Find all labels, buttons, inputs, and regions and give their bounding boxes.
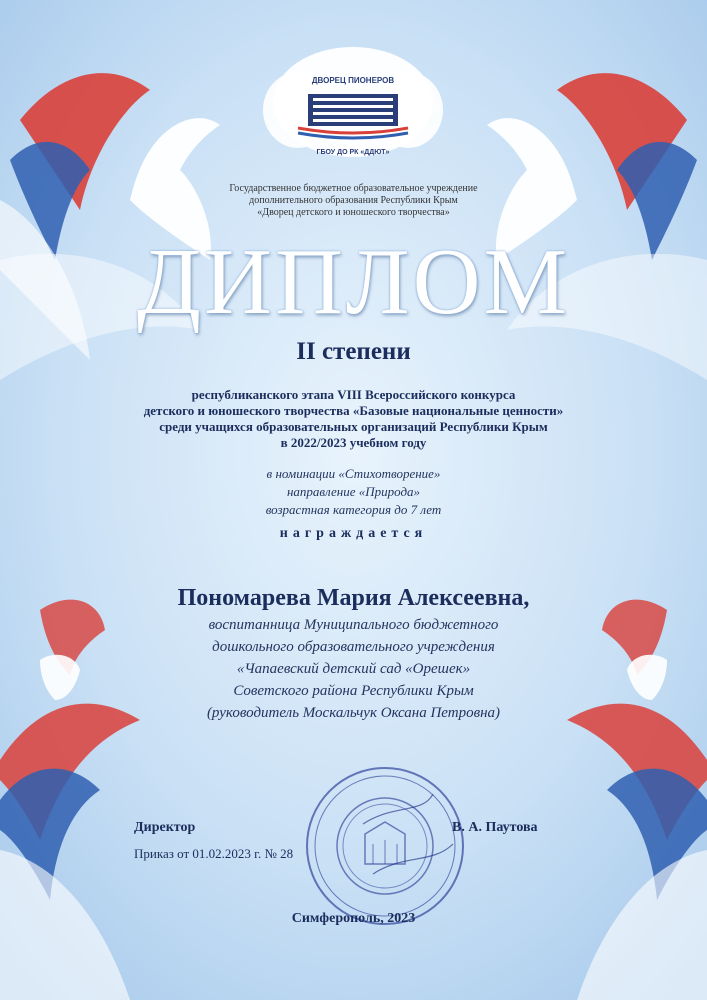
recipient-info-line: Советского района Республики Крым bbox=[233, 683, 474, 699]
contest-line: детского и юношеского творчества «Базовые национальные ценности» bbox=[143, 403, 564, 418]
recipient-info-line: «Чапаевский детский сад «Орешек» bbox=[236, 661, 471, 677]
director-position: Директор bbox=[134, 820, 196, 835]
contest-line: среди учащихся образовательных организаций Республики Крым bbox=[159, 419, 548, 434]
diploma-title: ДИПЛОМ bbox=[136, 230, 571, 334]
contest-description bbox=[0, 387, 707, 451]
city-year: Симферополь, 2023 bbox=[291, 911, 416, 926]
organization-name bbox=[0, 183, 707, 219]
diploma-degree: II степени bbox=[296, 338, 411, 365]
contest-line: республиканского этапа VIII Всероссийского конкурса bbox=[191, 387, 516, 402]
nomination-block bbox=[0, 465, 707, 519]
awarded-label: награждается bbox=[279, 526, 428, 541]
nomination-line: в номинации «Стихотворение» bbox=[266, 466, 441, 481]
recipient-info-line: воспитанница Муниципального бюджетного bbox=[208, 617, 499, 633]
organization-line: Государственное бюджетное образовательное учреждение bbox=[229, 183, 478, 194]
recipient-info-line: (руководитель Москальчук Оксана Петровна) bbox=[206, 705, 501, 721]
official-seal-icon bbox=[303, 764, 467, 928]
recipient-info bbox=[0, 614, 707, 724]
contest-line: в 2022/2023 учебном году bbox=[280, 435, 427, 450]
order-reference: Приказ от 01.02.2023 г. № 28 bbox=[134, 846, 294, 861]
organization-line: «Дворец детского и юношеского творчества» bbox=[257, 207, 450, 218]
direction-line: направление «Природа» bbox=[286, 484, 421, 499]
recipient-name: Пономарева Мария Алексеевна, bbox=[177, 585, 530, 611]
director-name: В. А. Паутова bbox=[452, 820, 538, 835]
palace-logo bbox=[238, 32, 468, 167]
logo-bottom-text: ГБОУ ДО РК «ДДЮТ» bbox=[316, 149, 390, 156]
lotus-emblem-icon bbox=[238, 32, 468, 167]
logo-top-text: ДВОРЕЦ ПИОНЕРОВ bbox=[311, 76, 395, 85]
organization-line: дополнительного образования Республики Крым bbox=[249, 195, 458, 206]
age-category-line: возрастная категория до 7 лет bbox=[265, 502, 442, 517]
recipient-info-line: дошкольного образовательного учреждения bbox=[212, 639, 495, 655]
